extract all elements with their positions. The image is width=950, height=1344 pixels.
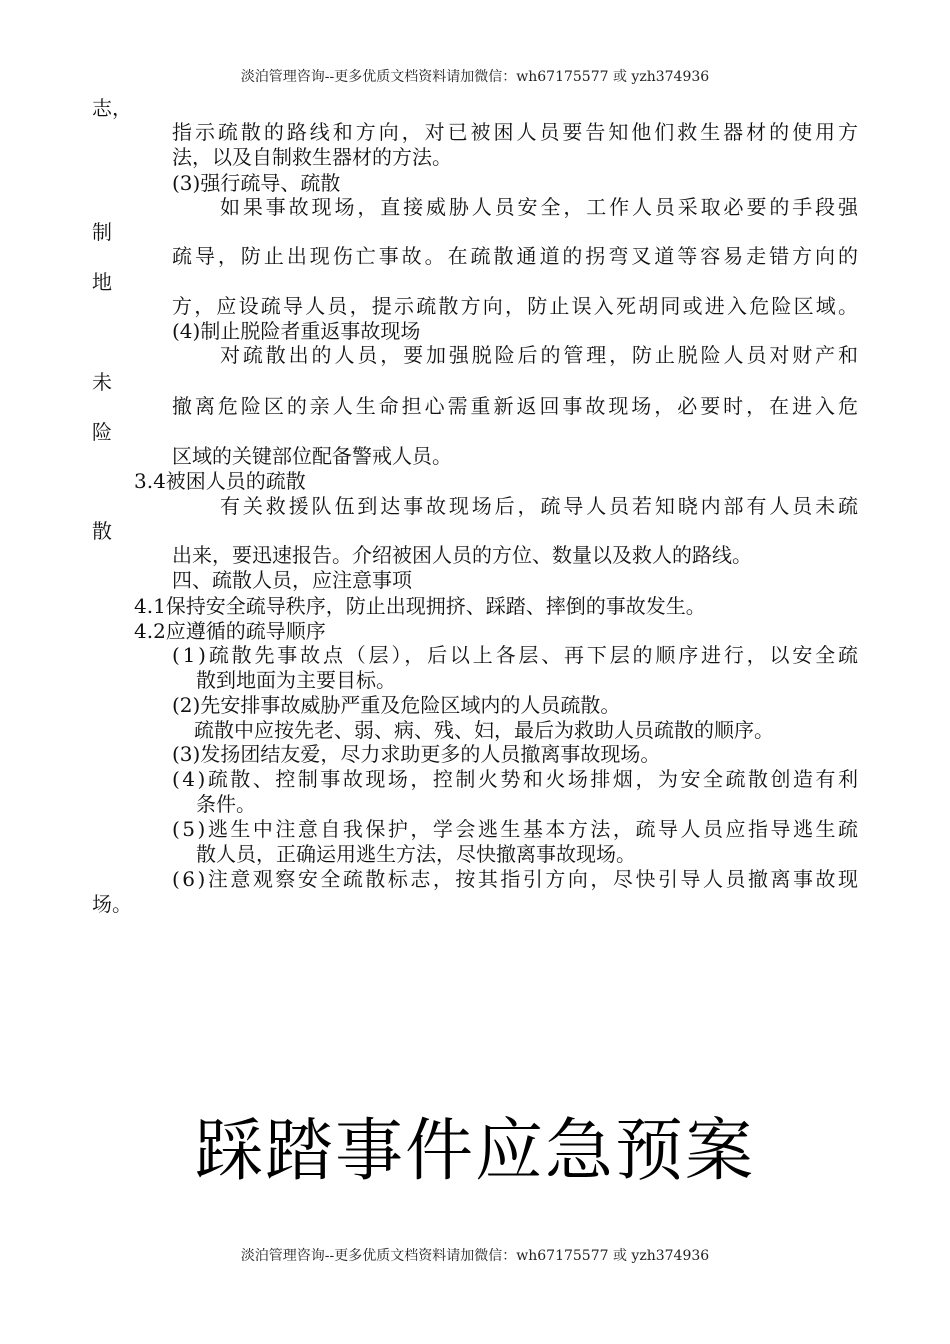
document-title: 踩踏事件应急预案 — [194, 1112, 755, 1191]
text-line: 条件。 — [196, 792, 256, 816]
text-line: 方，应设疏导人员，提示疏散方向，防止误入死胡同或进入危险区域。 — [172, 294, 861, 318]
text-line: (4)疏散、控制事故现场，控制火势和火场排烟，为安全疏散创造有利 — [172, 767, 861, 791]
text-line: (3)发扬团结友爱，尽力求助更多的人员撤离事故现场。 — [172, 742, 661, 766]
text-line: (5)逃生中注意自我保护，学会逃生基本方法，疏导人员应指导逃生疏 — [172, 817, 861, 841]
section-heading: 4.2应遵循的疏导顺序 — [134, 619, 326, 643]
text-line: 险 — [92, 420, 112, 444]
text-line: 有关救援队伍到达事故现场后，疏导人员若知晓内部有人员未疏 — [220, 494, 861, 518]
text-line: 出来，要迅速报告。介绍被困人员的方位、数量以及救人的路线。 — [172, 543, 752, 567]
text-line: 制 — [92, 220, 112, 244]
text-line: 法，以及自制救生器材的方法。 — [172, 145, 452, 169]
page-footer: 淡泊管理咨询--更多优质文档资料请加微信：wh67175577 或 yzh374936 — [240, 1248, 710, 1264]
text-line: 如果事故现场，直接威胁人员安全，工作人员采取必要的手段强 — [220, 195, 861, 219]
text-line: 未 — [92, 370, 112, 394]
section-heading: 3.4被困人员的疏散 — [134, 469, 306, 493]
text-line: 疏散中应按先老、弱、病、残、妇，最后为救助人员疏散的顺序。 — [194, 718, 774, 742]
text-line: 地 — [92, 270, 112, 294]
text-line: 散 — [92, 519, 112, 543]
text-line: (1)疏散先事故点（层），后以上各层、再下层的顺序进行，以安全疏 — [172, 643, 861, 667]
text-line: 志， — [92, 96, 132, 120]
text-line: 4.1保持安全疏导秩序，防止出现拥挤、踩踏、摔倒的事故发生。 — [134, 594, 706, 618]
text-line: 撤离危险区的亲人生命担心需重新返回事故现场，必要时，在进入危 — [172, 394, 861, 418]
text-line: (4)制止脱险者重返事故现场 — [172, 319, 421, 343]
text-line: 散到地面为主要目标。 — [196, 668, 396, 692]
page-header: 淡泊管理咨询--更多优质文档资料请加微信：wh67175577 或 yzh374936 — [240, 69, 710, 85]
text-line: 散人员，正确运用逃生方法，尽快撤离事故现场。 — [196, 842, 636, 866]
text-line: 疏导，防止出现伤亡事故。在疏散通道的拐弯叉道等容易走错方向的 — [172, 244, 861, 268]
section-heading: 四、疏散人员，应注意事项 — [172, 568, 412, 592]
text-line: 指示疏散的路线和方向，对已被困人员要告知他们救生器材的使用方 — [172, 120, 861, 144]
text-line: (2)先安排事故威胁严重及危险区域内的人员疏散。 — [172, 693, 621, 717]
text-line: (6)注意观察安全疏散标志，按其指引方向，尽快引导人员撤离事故现 — [172, 867, 861, 891]
text-line: 区域的关键部位配备警戒人员。 — [172, 444, 452, 468]
text-line: (3)强行疏导、疏散 — [172, 171, 341, 195]
text-line: 对疏散出的人员，要加强脱险后的管理，防止脱险人员对财产和 — [220, 343, 861, 367]
text-line: 场。 — [92, 892, 132, 916]
